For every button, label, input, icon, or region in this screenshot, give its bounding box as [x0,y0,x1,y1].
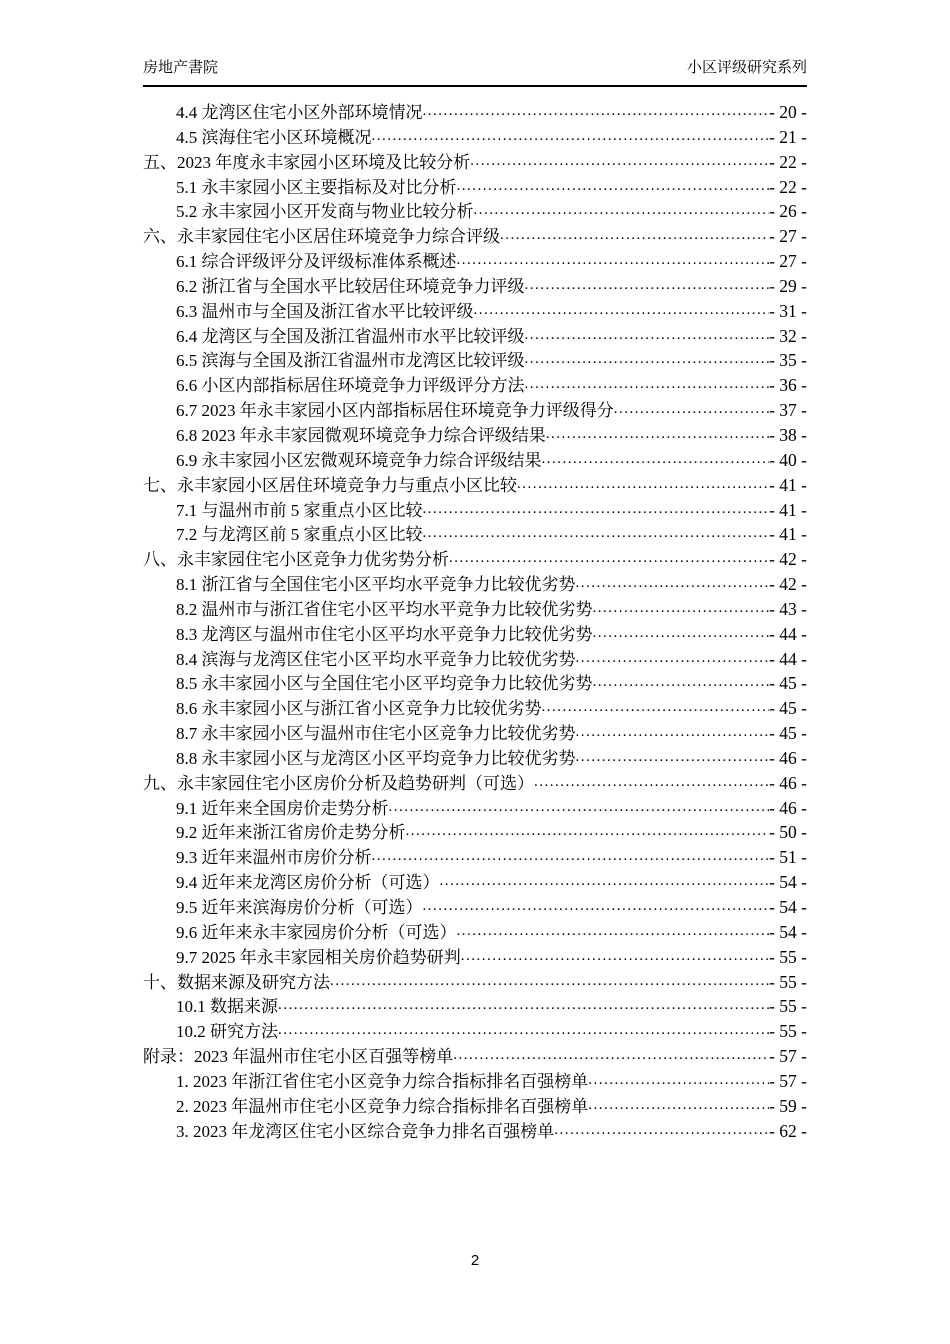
toc-entry [143,175,807,200]
toc-dot-leader [500,224,769,249]
toc-entry [143,423,807,448]
toc-dot-leader [423,895,770,920]
toc-dot-leader [389,796,770,821]
toc-entry-label: 8.3 龙湾区与温州市住宅小区平均水平竞争力比较优劣势 [176,624,593,644]
toc-entry [143,920,807,945]
toc-entry-label: 十、数据来源及研究方法 [143,972,330,992]
toc-entry-label: 8.6 永丰家园小区与浙江省小区竞争力比较优劣势 [176,699,542,719]
toc-entry-label: 五、2023 年度永丰家园小区环境及比较分析 [143,152,471,172]
toc-page-number: - 55 - [769,946,807,967]
toc-page-number: - 29 - [769,275,807,296]
toc-dot-leader [474,299,770,324]
toc-page-number: - 55 - [769,996,807,1017]
toc-dot-leader [440,870,770,895]
toc-entry-label: 9.5 近年来滨海房价分析（可选） [176,898,423,917]
toc-entry-label: 7.1 与温州市前 5 家重点小区比较 [176,500,423,520]
toc-entry [143,299,807,324]
toc-entry [143,696,807,721]
toc-entry [143,324,807,349]
toc-page-number: - 31 - [769,300,807,321]
toc-page-number: - 42 - [769,574,807,595]
toc-entry [143,547,807,572]
toc-dot-leader [330,970,769,995]
toc-entry-label: 2. 2023 年温州市住宅小区竞争力综合指标排名百强榜单 [176,1096,589,1116]
toc-entry [143,820,807,845]
toc-entry [143,150,807,175]
toc-entry [143,1119,807,1144]
page-footer [0,1252,950,1269]
toc-dot-leader [593,597,770,622]
toc-entry-label: 6.3 温州市与全国及浙江省水平比较评级 [176,301,474,321]
toc-page-number: - 45 - [769,698,807,719]
toc-entry [143,796,807,821]
toc-page-number: - 27 - [769,226,807,247]
toc-entry-label: 8.4 滨海与龙湾区住宅小区平均水平竞争力比较优劣势 [176,649,576,669]
toc-entry-label: 4.4 龙湾区住宅小区外部环境情况 [176,103,423,122]
toc-entry [143,994,807,1019]
toc-entry-label: 9.2 近年来浙江省房价走势分析 [176,823,406,843]
toc-entry-label: 附录：2023 年温州市住宅小区百强等榜单 [143,1047,454,1067]
toc-entry-label: 6.5 滨海与全国及浙江省温州市龙湾区比较评级 [176,351,525,371]
page-header [143,58,807,87]
toc-page-number: - 42 - [769,549,807,570]
toc [143,100,807,1143]
toc-entry-label: 10.1 数据来源 [176,997,278,1017]
toc-entry-label: 八、永丰家园住宅小区竞争力优劣势分析 [143,550,449,570]
toc-dot-leader [542,448,770,473]
toc-dot-leader [588,1069,769,1094]
toc-dot-leader [372,845,770,870]
toc-entry [143,199,807,224]
toc-entry [143,249,807,274]
toc-entry-label: 5.2 永丰家园小区开发商与物业比较分析 [176,202,474,222]
toc-entry [143,1069,807,1094]
toc-entry-label: 9.3 近年来温州市房价分析 [176,848,372,868]
toc-dot-leader [593,622,770,647]
toc-entry-label: 9.7 2025 年永丰家园相关房价趋势研判 [176,947,461,967]
toc-entry-label: 1. 2023 年浙江省住宅小区竞争力综合指标排名百强榜单 [176,1071,589,1091]
toc-dot-leader [457,920,770,945]
toc-dot-leader [470,150,769,175]
toc-entry [143,1019,807,1044]
toc-page-number: - 45 - [769,673,807,694]
toc-entry-label: 6.4 龙湾区与全国及浙江省温州市水平比较评级 [176,326,525,346]
toc-page-number: - 20 - [769,102,807,122]
toc-page-number: - 57 - [769,1070,807,1091]
footer-page-number: 2 [470,1252,480,1269]
toc-entry-label: 8.2 温州市与浙江省住宅小区平均水平竞争力比较优劣势 [176,599,593,619]
toc-dot-leader [278,1019,769,1044]
toc-entry [143,746,807,771]
toc-dot-leader [406,820,770,845]
toc-page-number: - 36 - [769,375,807,396]
toc-page-number: - 54 - [769,897,807,917]
toc-dot-leader [593,671,770,696]
toc-entry-label: 8.1 浙江省与全国住宅小区平均水平竞争力比较优劣势 [176,575,576,595]
toc-entry [143,671,807,696]
toc-page-number: - 41 - [769,474,807,495]
toc-entry-label: 七、永丰家园小区居住环境竞争力与重点小区比较 [143,475,517,495]
toc-dot-leader [525,274,770,299]
toc-entry [143,373,807,398]
toc-entry [143,771,807,796]
toc-page-number: - 22 - [769,176,807,197]
toc-page-number: - 41 - [769,524,807,545]
toc-entry [143,572,807,597]
toc-entry-label: 九、永丰家园住宅小区房价分析及趋势研判（可选） [143,773,534,793]
toc-entry [143,224,807,249]
toc-page-number: - 37 - [769,400,807,421]
toc-page-number: - 21 - [769,126,807,147]
toc-entry-label: 6.6 小区内部指标居住环境竞争力评级评分方法 [176,376,525,396]
toc-entry [143,498,807,523]
toc-entry [143,647,807,672]
toc-entry-label: 6.7 2023 年永丰家园小区内部指标居住环境竞争力评级得分 [176,401,614,421]
toc-entry [143,945,807,970]
toc-page-number: - 41 - [769,499,807,520]
toc-dot-leader [576,647,770,672]
toc-dot-leader [525,373,770,398]
toc-page-number: - 54 - [769,921,807,942]
toc-entry [143,448,807,473]
toc-entry [143,721,807,746]
toc-entry-label: 6.1 综合评级评分及评级标准体系概述 [176,252,457,272]
toc-page-number: - 35 - [769,350,807,371]
toc-page-number: - 59 - [769,1095,807,1116]
toc-page-number: - 51 - [769,847,807,868]
toc-dot-leader [554,1119,769,1144]
toc-dot-leader [525,348,770,373]
toc-page-number: - 46 - [769,747,807,768]
toc-entry-label: 8.7 永丰家园小区与温州市住宅小区竞争力比较优劣势 [176,724,576,744]
toc-entry [143,1094,807,1119]
toc-dot-leader [576,572,770,597]
toc-dot-leader [449,547,769,572]
toc-page-number: - 44 - [769,648,807,669]
toc-dot-leader [453,1044,769,1069]
toc-page-number: - 43 - [769,598,807,619]
toc-page-number: - 22 - [769,151,807,172]
toc-entry-label: 6.9 永丰家园小区宏微观环境竞争力综合评级结果 [176,450,542,470]
toc-entry [143,473,807,498]
toc-entry-label: 3. 2023 年龙湾区住宅小区综合竞争力排名百强榜单 [176,1121,555,1141]
toc-entry [143,845,807,870]
toc-entry-label: 10.2 研究方法 [176,1022,278,1042]
toc-page-number: - 27 - [769,251,807,272]
toc-dot-leader [588,1094,769,1119]
toc-page-number: - 26 - [769,201,807,222]
toc-dot-leader [423,100,770,125]
toc-page-number: - 32 - [769,325,807,346]
toc-entry [143,1044,807,1069]
toc-entry [143,348,807,373]
toc-dot-leader [423,522,770,547]
toc-page-number: - 46 - [769,772,807,793]
toc-entry-label: 9.1 近年来全国房价走势分析 [176,798,389,818]
toc-entry-label: 8.5 永丰家园小区与全国住宅小区平均竞争力比较优劣势 [176,674,593,694]
toc-dot-leader [534,771,769,796]
toc-page-number: - 50 - [769,822,807,843]
toc-entry [143,125,807,150]
toc-entry [143,622,807,647]
toc-page-number: - 55 - [769,1021,807,1042]
toc-dot-leader [372,125,770,150]
toc-page-number: - 40 - [769,449,807,470]
toc-entry-label: 6.8 2023 年永丰家园微观环境竞争力综合评级结果 [176,425,546,445]
toc-entry-label: 8.8 永丰家园小区与龙湾区小区平均竞争力比较优劣势 [176,748,576,768]
toc-entry-label: 4.5 滨海住宅小区环境概况 [176,127,372,147]
toc-dot-leader [525,324,770,349]
toc-entry [143,274,807,299]
toc-page-number: - 55 - [769,971,807,992]
header-doc-title: 房地产書院 [143,59,219,76]
toc-entry-label: 7.2 与龙湾区前 5 家重点小区比较 [176,525,423,545]
toc-entry-label: 9.4 近年来龙湾区房价分析（可选） [176,873,440,893]
toc-page-number: - 54 - [769,872,807,893]
header-series-title: 小区评级研究系列 [686,59,807,76]
toc-entry-label: 9.6 近年来永丰家园房价分析（可选） [176,922,457,942]
toc-dot-leader [576,746,770,771]
toc-dot-leader [576,721,770,746]
toc-page-number: - 38 - [769,424,807,445]
toc-dot-leader [457,249,770,274]
toc-entry [143,597,807,622]
toc-entry-label: 六、永丰家园住宅小区居住环境竞争力综合评级 [143,227,500,247]
toc-dot-leader [457,175,770,200]
toc-entry-label: 6.2 浙江省与全国水平比较居住环境竞争力评级 [176,276,525,296]
toc-dot-leader [461,945,769,970]
toc-entry-label: 5.1 永丰家园小区主要指标及对比分析 [176,177,457,197]
toc-dot-leader [278,994,769,1019]
toc-entry [143,970,807,995]
toc-entry [143,522,807,547]
toc-dot-leader [474,199,770,224]
toc-page-number: - 45 - [769,723,807,744]
toc-entry [143,895,807,920]
toc-dot-leader [542,696,770,721]
toc-dot-leader [546,423,769,448]
toc-page-number: - 44 - [769,623,807,644]
toc-entry [143,100,807,125]
toc-dot-leader [423,498,770,523]
toc-page-number: - 62 - [769,1120,807,1141]
toc-dot-leader [614,398,769,423]
toc-dot-leader [517,473,769,498]
toc-page-number: - 57 - [769,1046,807,1067]
toc-entry [143,398,807,423]
toc-entry [143,870,807,895]
toc-page-number: - 46 - [769,797,807,818]
